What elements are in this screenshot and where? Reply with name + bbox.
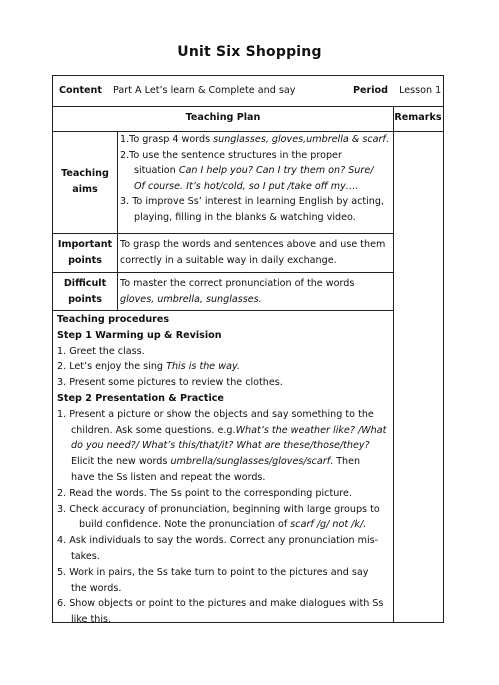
step-2-item-1-line2	[57, 423, 391, 439]
step-2-item-1-then: . Then	[330, 456, 361, 468]
teaching-plan-heading: Teaching Plan	[185, 112, 261, 123]
aim-2-line3: Of course. It’s hot/cold, so I put /take off my….	[134, 180, 359, 192]
aim-1-end: .	[385, 134, 389, 145]
difficult-line2: gloves, umbrella, sunglasses.	[120, 293, 262, 305]
aim-2-structures: Can I help you? Can I try them on? Sure/	[178, 165, 374, 176]
important-label-line1: Important	[57, 239, 113, 250]
row-divider	[53, 310, 393, 311]
step-2-item-3-line1: 3. Check accuracy of pronunciation, beginning with large groups to	[57, 503, 380, 515]
difficult-line1: To master the correct pronunciation of the words	[120, 278, 355, 289]
step-2-item-6-line1: 6. Show objects or point to the pictures and make dialogues with Ss	[57, 598, 384, 610]
important-line1: To grasp the words and sentences above and use them	[120, 239, 386, 250]
aim-3: 3. To improve Ss’ interest in learning English by acting,	[120, 196, 385, 207]
teaching-procedures	[57, 312, 391, 628]
difficult-points-text	[120, 276, 392, 307]
teaching-aims-label-line2: aims	[72, 183, 98, 195]
aim-1	[120, 132, 392, 148]
difficult-label-line1: Difficult	[63, 278, 107, 289]
important-label-line2: points	[68, 254, 102, 266]
aim-2: 2.To use the sentence structures in the proper	[120, 149, 342, 161]
difficult-label-line2: points	[68, 293, 102, 305]
step-2-item-4-line1: 4. Ask individuals to say the words. Correct any pronunciation mis-	[57, 535, 379, 547]
aim-3-line2: playing, filling in the blanks & watching video.	[134, 211, 356, 223]
aim-1-text: 1.To grasp 4 words	[120, 134, 214, 145]
content-row	[59, 83, 295, 99]
label-divider	[117, 131, 118, 310]
step-1-item-2-text: 2. Let’s enjoy the sing	[57, 361, 167, 373]
row-divider	[53, 272, 393, 273]
important-points-label	[53, 237, 117, 268]
period-label: Period	[353, 85, 389, 96]
teaching-aims-text	[120, 132, 392, 225]
step-2-item-1-line1: 1. Present a picture or show the objects and say something to the	[57, 408, 374, 420]
step-2-item-5-line2: the words.	[71, 582, 122, 594]
step-2-item-1-line5: have the Ss listen and repeat the words.	[71, 471, 266, 483]
period-row	[353, 83, 441, 99]
step-1-heading: Step 1 Warming up & Revision	[57, 329, 222, 341]
step-2-item-5-line1: 5. Work in pairs, the Ss take turn to point to the pictures and say	[57, 566, 369, 578]
step-2-item-3-note: build confidence. Note the pronunciation of	[79, 519, 291, 531]
remarks-divider	[393, 106, 394, 622]
step-2-item-3-line2	[57, 517, 391, 533]
content-value: Part A Let’s learn & Complete and say	[113, 85, 296, 96]
aim-1-words: sunglasses, gloves,umbrella & scarf	[213, 134, 386, 145]
step-2-item-1-words: umbrella/sunglasses/gloves/scarf	[170, 456, 331, 468]
procedures-heading: Teaching procedures	[57, 314, 170, 325]
difficult-points-label	[53, 276, 117, 307]
step-2-item-1-question1: What’s the weather like? /What	[235, 424, 387, 436]
step-1-item-3: 3. Present some pictures to review the clothes.	[57, 377, 283, 389]
aim-2-situation: situation	[134, 165, 179, 176]
step-2-heading: Step 2 Presentation & Practice	[57, 392, 224, 404]
step-2-item-1-line3: do you need?/ What’s this/that/it? What are these/those/they?	[71, 440, 370, 452]
teaching-aims-label	[53, 166, 117, 197]
aim-2-line2	[120, 163, 392, 179]
row-divider	[53, 233, 393, 234]
step-2-item-3-pron: scarf /g/ not /k/.	[290, 519, 367, 531]
song-title: This is the way.	[166, 361, 240, 373]
content-label: Content	[59, 85, 102, 96]
step-2-item-2: 2. Read the words. The Ss point to the corresponding picture.	[57, 487, 352, 499]
step-2-item-4-line2: takes.	[71, 550, 100, 562]
remarks-heading: Remarks	[394, 112, 442, 123]
row-divider	[53, 106, 443, 107]
step-2-item-1-elicit: Elicit the new words	[71, 456, 171, 468]
important-line2: correctly in a suitable way in daily exchange.	[120, 254, 337, 266]
step-2-item-1-ask: children. Ask some questions. e.g.	[71, 424, 236, 436]
period-value: Lesson 1	[399, 85, 442, 96]
step-1-item-2	[57, 359, 391, 375]
step-2-item-6-line2: like this.	[71, 614, 112, 626]
document-title: Unit Six Shopping	[177, 44, 322, 60]
step-1-item-1: 1. Greet the class.	[57, 345, 145, 357]
teaching-aims-label-line1: Teaching	[61, 168, 109, 179]
important-points-text	[120, 237, 392, 268]
step-2-item-1-line4	[57, 454, 391, 470]
lesson-plan-table	[52, 75, 444, 626]
